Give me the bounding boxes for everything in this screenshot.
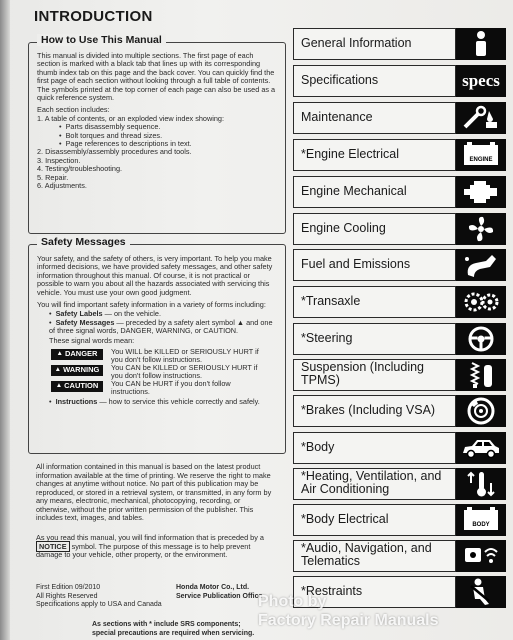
photo-watermark: Photo by Factory Repair Manuals: [258, 593, 439, 629]
safety-paragraph-2: You will find important safety information in a variety of forms including:: [37, 300, 266, 310]
battery-engine-icon: ENGINE: [456, 139, 506, 171]
tab-engine-cooling[interactable]: [293, 213, 513, 245]
safety-messages-section: [28, 236, 286, 454]
list-item: 3. Inspection.: [37, 155, 81, 165]
list-subitem: • Bolt torques and thread sizes.: [37, 132, 277, 140]
suspension-icon: [456, 359, 506, 391]
office-text: Service Publication Office: [176, 592, 263, 600]
tab-fuel-and-emissions[interactable]: [293, 249, 513, 281]
audio-nav-icon: [456, 540, 506, 572]
tab-engine-mechanical[interactable]: [293, 176, 513, 208]
tab-brakes[interactable]: [293, 395, 513, 427]
tab-label: Specifications: [301, 73, 379, 87]
tab-transaxle[interactable]: [293, 286, 513, 318]
tab-suspension[interactable]: [293, 359, 513, 391]
tab-label: *Heating, Ventilation, and Air Conditioning: [301, 469, 442, 496]
danger-row: [37, 348, 277, 364]
safety-paragraph-1: Your safety, and the safety of others, is very important. To help you make informed decisions, we have provided safety messages, and other safety information throughout this manual. Of course, it is not practical or possible to warn you about all the hazards associated with servicing this vehicle. You must use your own good judgment.: [37, 254, 273, 297]
battery-body-icon: BODY: [456, 504, 506, 536]
page-title: INTRODUCTION: [34, 8, 153, 25]
alert-triangle-icon: ▲: [55, 382, 63, 390]
notice-badge: NOTICE: [36, 541, 70, 552]
tab-label: *Audio, Navigation, and Telematics: [301, 541, 432, 568]
alert-triangle-icon: ▲: [54, 366, 62, 374]
brake-disc-icon: [456, 395, 506, 427]
tab-label: Suspension (Including TPMS): [301, 360, 424, 387]
tab-hvac[interactable]: [293, 468, 513, 500]
safety-labels-term: Safety Labels: [55, 309, 103, 319]
warning-signal-badge: ▲ WARNING: [51, 365, 103, 376]
notice-paragraph: As you read this manual, you will find information that is preceded by a NOTICE symbol. The purpose of this message is to help prevent damage to your vehicle, other property, or the environment.: [36, 533, 264, 559]
edition-info: [36, 584, 162, 610]
list-item: 4. Testing/troubleshooting.: [37, 164, 123, 174]
tab-label: Fuel and Emissions: [301, 257, 411, 271]
tab-label: *Transaxle: [301, 294, 361, 308]
list-item: 6. Adjustments.: [37, 181, 87, 191]
danger-text: You WILL be KILLED or SERIOUSLY HURT if you don't follow instructions.: [111, 347, 259, 365]
tab-steering[interactable]: [293, 323, 513, 355]
cooling-fan-icon: [456, 213, 506, 245]
edition-text: First Edition 09/2010: [36, 584, 101, 591]
company-text: Honda Motor Co., Ltd.: [176, 584, 250, 591]
how-to-use-heading: How to Use This Manual: [37, 34, 166, 46]
tab-label: *Engine Electrical: [301, 147, 399, 161]
tab-body-electrical[interactable]: [293, 504, 513, 536]
safety-messages-term: Safety Messages: [55, 317, 115, 327]
gears-icon: [456, 286, 506, 318]
spec-text: Specifications apply to USA and Canada: [36, 601, 162, 608]
caution-row: [37, 380, 277, 396]
fuel-nozzle-icon: [456, 249, 506, 281]
thermometer-icon: [456, 468, 506, 500]
list-subitem: • Page references to descriptions in text.: [37, 140, 277, 148]
warning-row: [37, 364, 277, 380]
tab-maintenance[interactable]: [293, 102, 513, 134]
tab-specifications[interactable]: [293, 65, 513, 97]
copyright-paragraph: All information contained in this manual is based on the latest product information available at the time of printing. We reserve the right to make changes at anytime without notice. No part of this publication may be reproduced, or stored in a retrieval system, or transmitted, in any form by any means, electronic, mechanical, photocopying, recording, or otherwise, without the prior written permission of the publisher. This includes text, images, and tables.: [36, 462, 272, 522]
tab-label: General Information: [301, 36, 412, 50]
book-spine: [0, 0, 10, 640]
list-item: 1. A table of contents, or an exploded view index showing:: [37, 113, 225, 123]
tab-label: Maintenance: [301, 110, 373, 124]
specs-icon: specs: [456, 65, 506, 97]
tab-label: *Restraints: [301, 584, 363, 598]
includes-label: Each section includes:: [37, 105, 110, 115]
list-item: 5. Repair.: [37, 172, 69, 182]
alert-triangle-icon: ▲: [56, 350, 63, 358]
tab-label: Engine Cooling: [301, 221, 386, 235]
safety-labels-desc: — on the vehicle.: [102, 309, 162, 319]
publisher-info: [176, 584, 262, 601]
safety-messages-desc: — preceded by a safety alert symbol ▲ and one of three signal words, DANGER, WARNING, or CAUTION.: [49, 317, 273, 336]
tab-general-information[interactable]: [293, 28, 513, 60]
tab-label: *Brakes (Including VSA): [301, 403, 436, 417]
safety-messages-item: [37, 319, 277, 336]
signal-words-intro: These signal words mean:: [49, 335, 135, 345]
tab-label: *Body: [301, 440, 335, 454]
tab-audio-navigation[interactable]: [293, 540, 513, 572]
instructions-desc: — how to service this vehicle correctly and safely.: [97, 397, 260, 407]
tab-body[interactable]: [293, 432, 513, 464]
includes-list: [37, 115, 277, 191]
safety-heading: Safety Messages: [37, 236, 130, 248]
list-subitem: • Parts disassembly sequence.: [37, 123, 277, 131]
caution-text: You CAN be HURT if you don't follow instructions.: [111, 379, 231, 397]
seatbelt-icon: [456, 576, 506, 608]
wrench-oil-icon: [456, 102, 506, 134]
list-item: 2. Disassembly/assembly procedures and tools.: [37, 147, 192, 157]
srs-footnote: As sections with * include SRS components; special precautions are required when servicing.: [92, 621, 255, 637]
how-to-intro: This manual is divided into multiple sections. The first page of each section is marked with a black tab that lines up with its corresponding thumb index tab on this page and the back cover. You can quickly find the first page of each section without looking through a full table of contents. The symbols printed at the top corner of each page can also be used as a quick reference system.: [37, 51, 276, 103]
warning-text: You CAN be KILLED or SERIOUSLY HURT if you don't follow instructions.: [111, 363, 258, 381]
tab-engine-electrical[interactable]: [293, 139, 513, 171]
steering-wheel-icon: [456, 323, 506, 355]
car-body-icon: [456, 432, 506, 464]
tab-label: Engine Mechanical: [301, 184, 407, 198]
rights-text: All Rights Reserved: [36, 592, 98, 600]
instructions-term: Instructions: [55, 397, 98, 407]
info-icon: [456, 28, 506, 60]
danger-signal-badge: ▲ DANGER: [51, 349, 103, 360]
tab-label: *Body Electrical: [301, 512, 389, 526]
caution-signal-badge: ▲ CAUTION: [51, 381, 103, 392]
engine-block-icon: [456, 176, 506, 208]
tab-label: *Steering: [301, 331, 353, 345]
how-to-use-section: [28, 34, 286, 234]
instructions-item: [37, 398, 277, 406]
